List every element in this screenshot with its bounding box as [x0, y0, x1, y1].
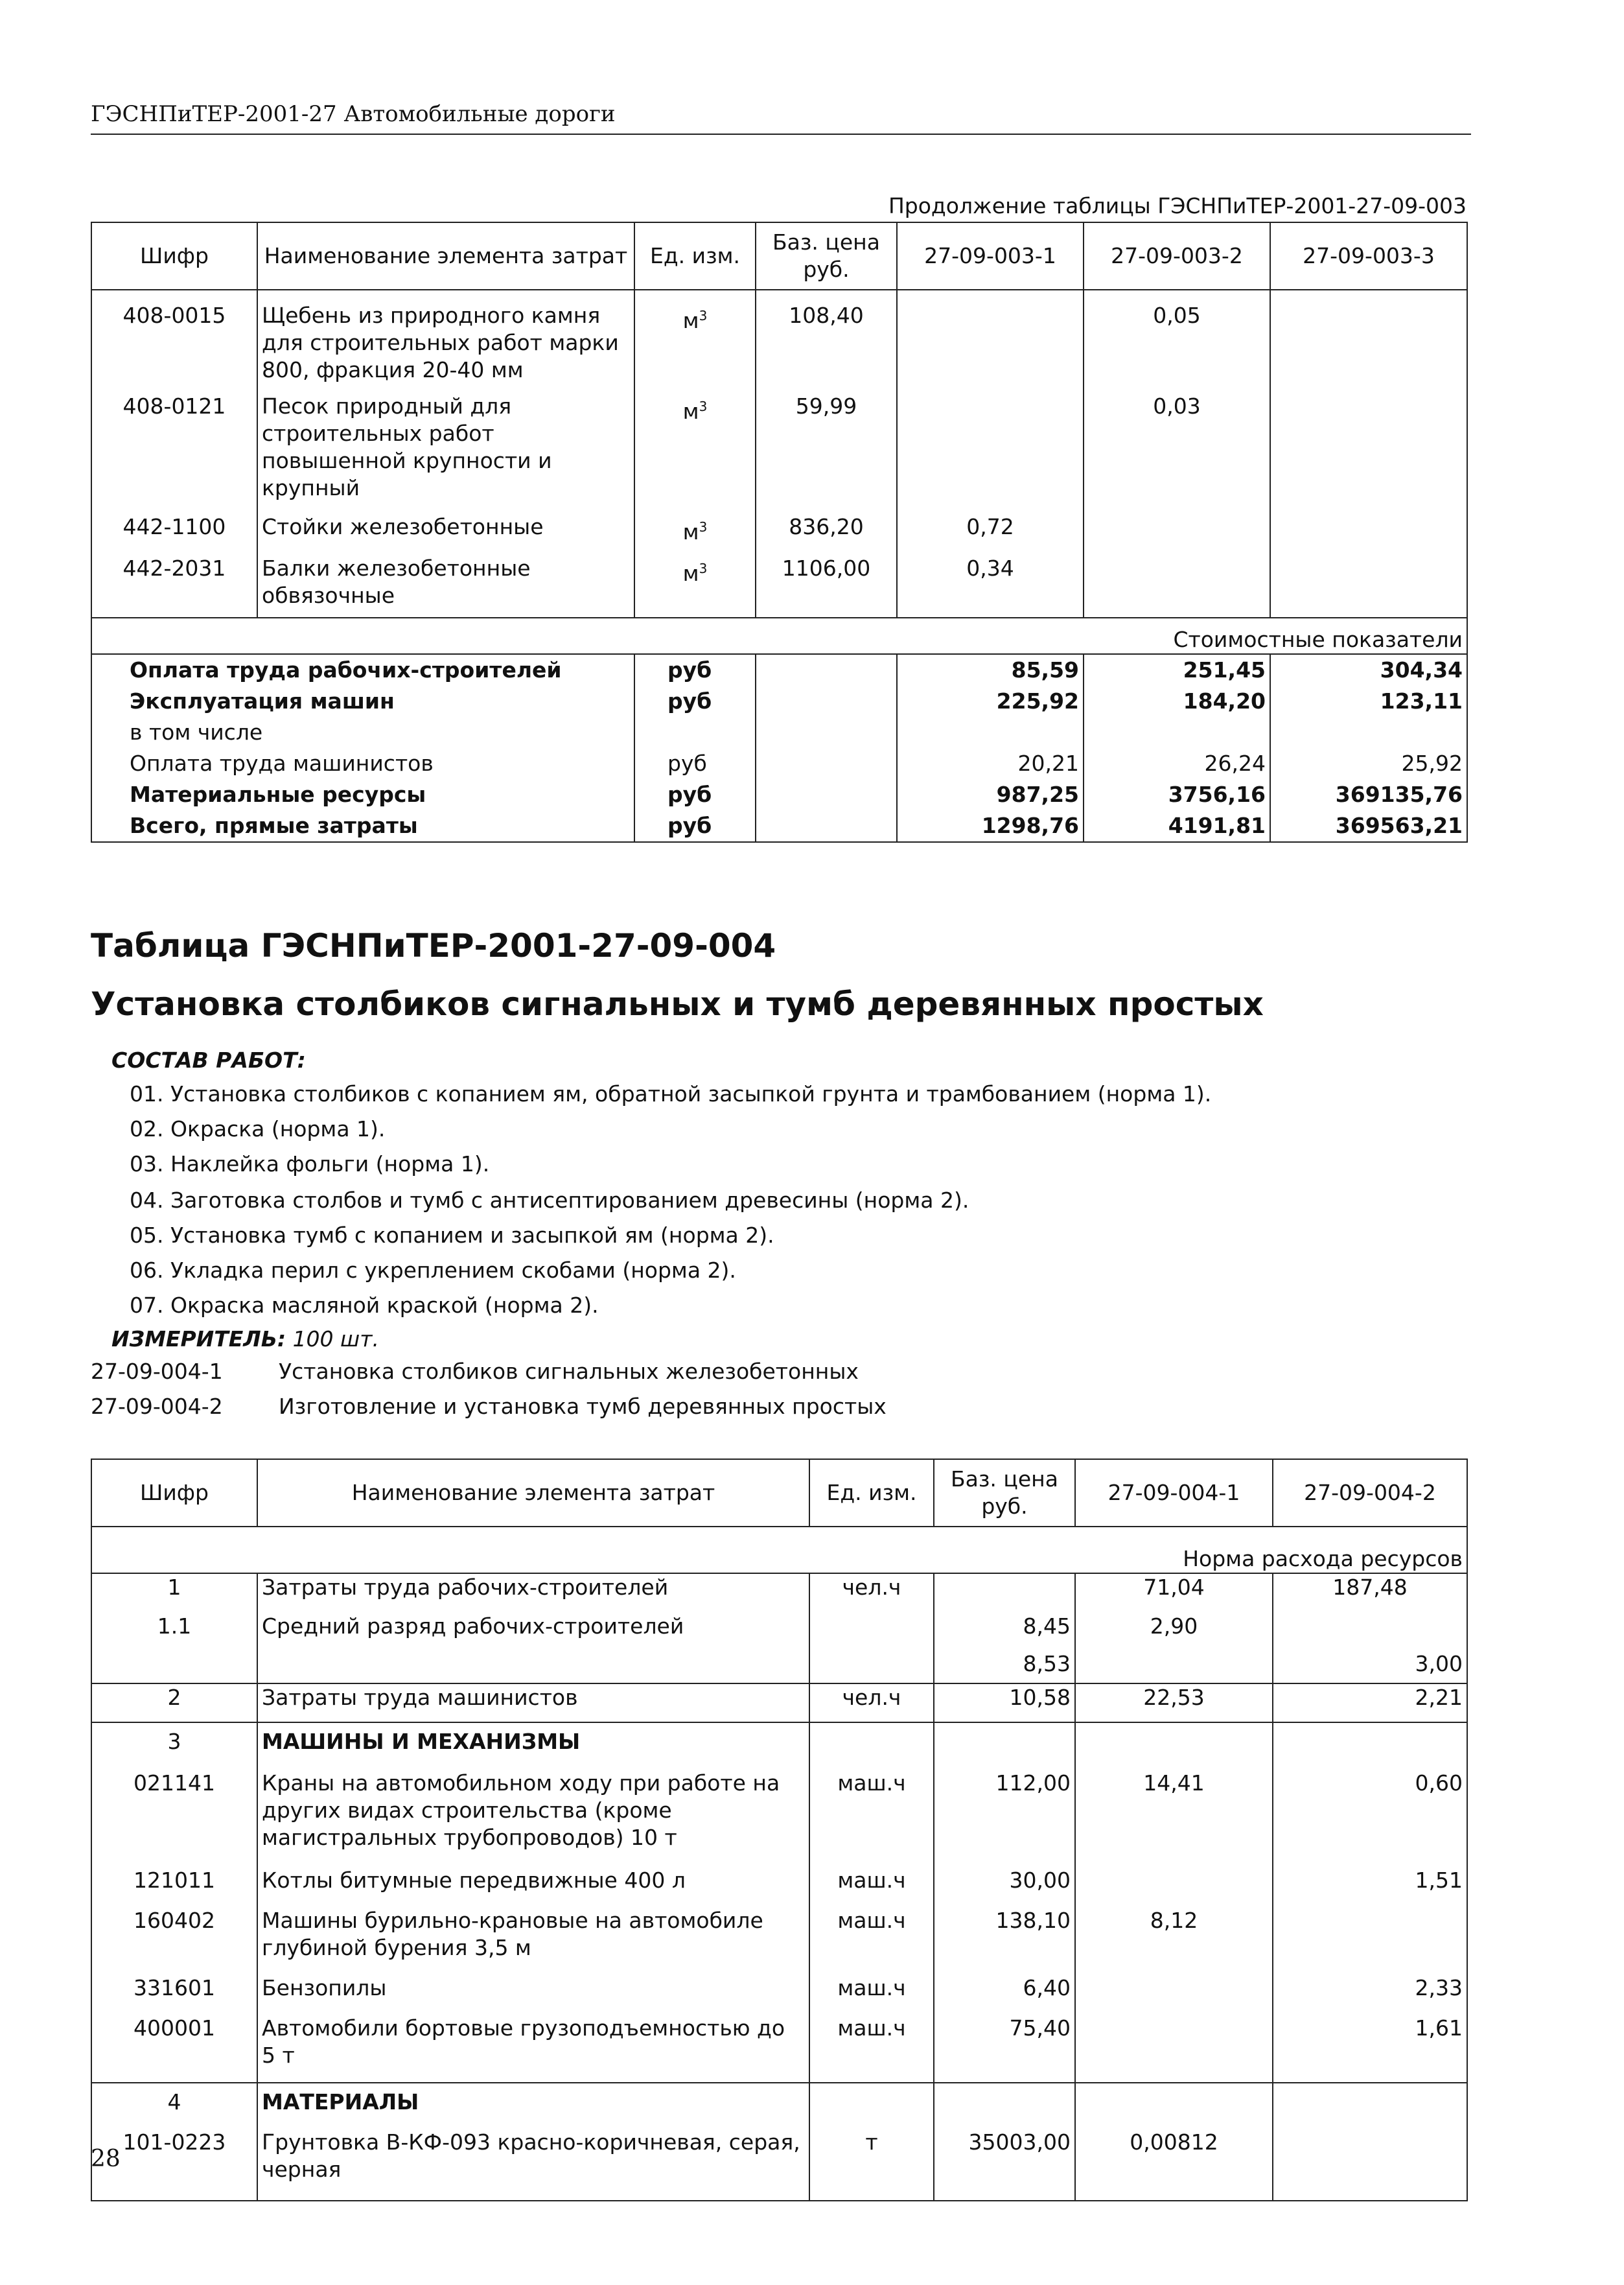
row-value-1: 0,72	[897, 507, 1084, 552]
row-name: Краны на автомобильном ходу при работе на других видах строительства (кроме магистральных трубопроводов) 10 т	[257, 1770, 809, 1867]
work-item: 04. Заготовка столбов и тумб с антисептированием древесины (норма 2).	[130, 1188, 969, 1213]
row-price	[934, 1573, 1075, 1613]
summary-value-3: 304,34	[1270, 654, 1467, 686]
section-title: Таблица ГЭСНПиТЕР-2001-27-09-004	[91, 927, 776, 965]
work-item: 06. Укладка перил с укреплением скобами (норма 2).	[130, 1258, 736, 1283]
row-value-1	[1075, 1650, 1273, 1683]
row-value-2	[1273, 1613, 1467, 1650]
work-item: 07. Окраска масляной краской (норма 2).	[130, 1293, 599, 1318]
table-row	[91, 1613, 1467, 1650]
band-row	[91, 1527, 1467, 1573]
row-price: 30,00	[934, 1867, 1075, 1907]
row-code: 1.1	[91, 1613, 257, 1650]
row-unit: маш.ч	[809, 1770, 934, 1867]
col-header-price: Баз. цена руб.	[934, 1459, 1075, 1527]
row-unit: маш.ч	[809, 2015, 934, 2083]
col-header-norm-2: 27-09-003-2	[1084, 222, 1270, 290]
row-unit	[809, 1613, 934, 1650]
summary-label: Оплата труда машинистов	[91, 748, 634, 779]
row-value-1	[1075, 2015, 1273, 2083]
summary-label: Всего, прямые затраты	[91, 810, 634, 842]
row-name: Щебень из природного камня для строительных работ марки 800, фракция 20-40 мм	[257, 290, 634, 385]
row-unit: $м^3$	[634, 552, 756, 618]
section-row	[91, 1722, 1467, 1770]
row-code: 1	[91, 1573, 257, 1613]
row-value-2	[1273, 2129, 1467, 2201]
row-unit	[809, 1650, 934, 1683]
row-unit: т	[809, 2129, 934, 2201]
table-row	[91, 1867, 1467, 1907]
row-value-1: 0,34	[897, 552, 1084, 618]
summary-value-1: 225,92	[897, 686, 1084, 717]
row-name: Машины бурильно-крановые на автомобиле глубиной бурения 3,5 м	[257, 1907, 809, 1974]
row-price: 138,10	[934, 1907, 1075, 1974]
row-unit: маш.ч	[809, 1907, 934, 1974]
row-price: 108,40	[756, 290, 897, 385]
section-number: 3	[91, 1722, 257, 1770]
row-price: 836,20	[756, 507, 897, 552]
row-unit: чел.ч	[809, 1683, 934, 1722]
row-value-2: 0,03	[1084, 385, 1270, 507]
row-code: 408-0015	[91, 290, 257, 385]
page-header	[91, 92, 1471, 135]
row-value-1: 22,53	[1075, 1683, 1273, 1722]
section-label: МАШИНЫ И МЕХАНИЗМЫ	[257, 1722, 809, 1770]
summary-value-2: 3756,16	[1084, 779, 1270, 810]
meter-value: 100 шт.	[292, 1326, 379, 1352]
table-header-row	[91, 222, 1467, 290]
row-value-3	[1270, 552, 1467, 618]
row-value-2: 2,21	[1273, 1683, 1467, 1722]
band-label: Стоимостные показатели	[91, 618, 1467, 654]
row-value-2	[1084, 507, 1270, 552]
table-row	[91, 1650, 1467, 1683]
meter-line	[111, 1326, 379, 1352]
header-title: ГЭСНПиТЕР-2001-27 Автомобильные дороги	[91, 101, 616, 127]
col-header-norm-2: 27-09-004-2	[1273, 1459, 1467, 1527]
row-value-2: 2,33	[1273, 1974, 1467, 2015]
row-value-1: 8,12	[1075, 1907, 1273, 1974]
table-row	[91, 385, 1467, 507]
row-value-2: 187,48	[1273, 1573, 1467, 1613]
summary-value-2: 26,24	[1084, 748, 1270, 779]
col-header-price: Баз. цена руб.	[756, 222, 897, 290]
work-item: 03. Наклейка фольги (норма 1).	[130, 1151, 490, 1177]
work-item: 01. Установка столбиков с копанием ям, обратной засыпкой грунта и трамбованием (норма 1).	[130, 1081, 1212, 1107]
summary-label: Материальные ресурсы	[91, 779, 634, 810]
row-value-2: 1,61	[1273, 2015, 1467, 2083]
summary-value-1: 85,59	[897, 654, 1084, 686]
work-item: 05. Установка тумб с копанием и засыпкой ям (норма 2).	[130, 1223, 774, 1248]
row-unit: $м^3$	[634, 290, 756, 385]
summary-value-2: 251,45	[1084, 654, 1270, 686]
row-value-2: 0,60	[1273, 1770, 1467, 1867]
norm-code: 27-09-004-1	[91, 1359, 223, 1384]
cost-table-27-09-003	[91, 222, 1468, 843]
table-row	[91, 1770, 1467, 1867]
row-price: 1106,00	[756, 552, 897, 618]
row-name: Песок природный для строительных работ повышенной крупности и крупный	[257, 385, 634, 507]
row-unit: маш.ч	[809, 1974, 934, 2015]
norm-code-line	[91, 1359, 859, 1384]
resource-table-27-09-004	[91, 1459, 1468, 2201]
section-subtitle: Установка столбиков сигнальных и тумб деревянных простых	[91, 985, 1264, 1023]
section-number: 4	[91, 2083, 257, 2129]
row-value-3	[1270, 507, 1467, 552]
row-name: Балки железобетонные обвязочные	[257, 552, 634, 618]
row-code: 400001	[91, 2015, 257, 2083]
table-header-row	[91, 1459, 1467, 1527]
row-unit: $м^3$	[634, 507, 756, 552]
row-value-1	[1075, 1867, 1273, 1907]
table-row	[91, 1907, 1467, 1974]
row-name: Затраты труда машинистов	[257, 1683, 809, 1722]
row-name	[257, 1650, 809, 1683]
table-row	[91, 2015, 1467, 2083]
row-unit: маш.ч	[809, 1867, 934, 1907]
summary-value-2: 4191,81	[1084, 810, 1270, 842]
summary-unit: руб	[634, 686, 756, 717]
row-value-1: 14,41	[1075, 1770, 1273, 1867]
row-name: Котлы битумные передвижные 400 л	[257, 1867, 809, 1907]
col-header-norm-3: 27-09-003-3	[1270, 222, 1467, 290]
row-name: Автомобили бортовые грузоподъемностью до 5 т	[257, 2015, 809, 2083]
row-value-3	[1270, 385, 1467, 507]
meter-label: ИЗМЕРИТЕЛЬ:	[111, 1326, 286, 1352]
row-price: 6,40	[934, 1974, 1075, 2015]
summary-unit: руб	[634, 810, 756, 842]
table-continuation-note: Продолжение таблицы ГЭСНПиТЕР-2001-27-09-003	[888, 193, 1467, 218]
table-row	[91, 2129, 1467, 2201]
row-code: 101-0223	[91, 2129, 257, 2201]
row-name: Стойки железобетонные	[257, 507, 634, 552]
section-row	[91, 2083, 1467, 2129]
table-row	[91, 1974, 1467, 2015]
row-value-1: 71,04	[1075, 1573, 1273, 1613]
summary-row	[91, 810, 1467, 842]
row-code	[91, 1650, 257, 1683]
summary-row	[91, 654, 1467, 686]
row-unit: $м^3$	[634, 385, 756, 507]
section-label: МАТЕРИАЛЫ	[257, 2083, 809, 2129]
row-value-3	[1270, 290, 1467, 385]
norm-text: Установка столбиков сигнальных железобетонных	[279, 1359, 859, 1384]
col-header-unit: Ед. изм.	[634, 222, 756, 290]
table-row	[91, 1683, 1467, 1722]
row-price: 8,45	[934, 1613, 1075, 1650]
summary-value-1: 987,25	[897, 779, 1084, 810]
band-label: Норма расхода ресурсов	[91, 1527, 1467, 1573]
col-header-norm-1: 27-09-004-1	[1075, 1459, 1273, 1527]
row-code: 2	[91, 1683, 257, 1722]
row-code: 121011	[91, 1867, 257, 1907]
col-header-norm-1: 27-09-003-1	[897, 222, 1084, 290]
row-value-2: 0,05	[1084, 290, 1270, 385]
summary-label: Эксплуатация машин	[91, 686, 634, 717]
summary-row	[91, 779, 1467, 810]
row-code: 408-0121	[91, 385, 257, 507]
row-value-1: 2,90	[1075, 1613, 1273, 1650]
row-value-1: 0,00812	[1075, 2129, 1273, 2201]
row-price: 75,40	[934, 2015, 1075, 2083]
summary-row	[91, 686, 1467, 717]
norm-text: Изготовление и установка тумб деревянных простых	[279, 1394, 887, 1419]
norm-code: 27-09-004-2	[91, 1394, 223, 1419]
row-code: 331601	[91, 1974, 257, 2015]
row-value-1	[897, 385, 1084, 507]
row-name: Затраты труда рабочих-строителей	[257, 1573, 809, 1613]
row-price: 59,99	[756, 385, 897, 507]
row-price: 8,53	[934, 1650, 1075, 1683]
row-value-2: 1,51	[1273, 1867, 1467, 1907]
page-number: 28	[91, 2146, 121, 2172]
row-value-1	[897, 290, 1084, 385]
band-row	[91, 618, 1467, 654]
table-row	[91, 507, 1467, 552]
work-item: 02. Окраска (норма 1).	[130, 1116, 386, 1142]
col-header-unit: Ед. изм.	[809, 1459, 934, 1527]
col-header-code: Шифр	[91, 222, 257, 290]
summary-label: Оплата труда рабочих-строителей	[91, 654, 634, 686]
summary-row	[91, 717, 1467, 748]
row-value-2	[1084, 552, 1270, 618]
col-header-name: Наименование элемента затрат	[257, 1459, 809, 1527]
row-name: Бензопилы	[257, 1974, 809, 2015]
row-unit: чел.ч	[809, 1573, 934, 1613]
row-value-2	[1273, 1907, 1467, 1974]
row-name: Средний разряд рабочих-строителей	[257, 1613, 809, 1650]
row-value-2: 3,00	[1273, 1650, 1467, 1683]
col-header-code: Шифр	[91, 1459, 257, 1527]
row-code: 442-2031	[91, 552, 257, 618]
table-row	[91, 552, 1467, 618]
row-price: 112,00	[934, 1770, 1075, 1867]
summary-value-3: 369563,21	[1270, 810, 1467, 842]
col-header-name: Наименование элемента затрат	[257, 222, 634, 290]
summary-value-2: 184,20	[1084, 686, 1270, 717]
row-code: 442-1100	[91, 507, 257, 552]
row-price: 10,58	[934, 1683, 1075, 1722]
row-code: 021141	[91, 1770, 257, 1867]
summary-value-1: 20,21	[897, 748, 1084, 779]
summary-row	[91, 748, 1467, 779]
summary-value-3: 369135,76	[1270, 779, 1467, 810]
summary-unit: руб	[634, 779, 756, 810]
summary-value-1: 1298,76	[897, 810, 1084, 842]
row-name: Грунтовка В-КФ-093 красно-коричневая, серая, черная	[257, 2129, 809, 2201]
summary-value-3: 25,92	[1270, 748, 1467, 779]
table-row	[91, 1573, 1467, 1613]
norm-code-line	[91, 1394, 887, 1419]
summary-value-3: 123,11	[1270, 686, 1467, 717]
summary-unit: руб	[634, 748, 756, 779]
summary-label: в том числе	[91, 717, 634, 748]
table-row	[91, 290, 1467, 385]
row-price: 35003,00	[934, 2129, 1075, 2201]
row-code: 160402	[91, 1907, 257, 1974]
row-value-1	[1075, 1974, 1273, 2015]
works-label: СОСТАВ РАБОТ:	[111, 1048, 306, 1073]
summary-unit: руб	[634, 654, 756, 686]
